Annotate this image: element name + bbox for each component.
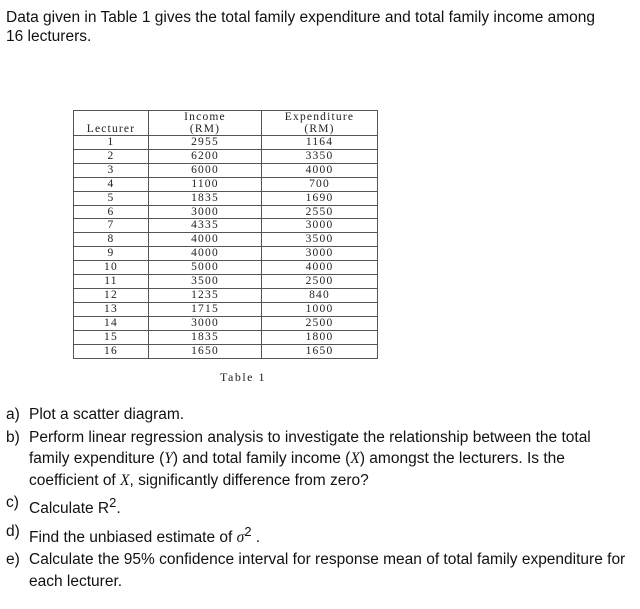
header-expenditure-label: Expenditure	[284, 111, 355, 123]
question-d-text	[29, 521, 626, 549]
intro-paragraph: Data given in Table 1 gives the total family expenditure and total family income among 16 lecturers.	[6, 9, 596, 45]
cell-lecturer: 2	[74, 149, 149, 163]
sigma-symbol: σ	[236, 528, 245, 546]
cell-income: 1235	[149, 288, 262, 302]
cell-lecturer: 13	[74, 302, 149, 316]
cell-expenditure: 700	[262, 177, 378, 191]
question-b-text	[29, 427, 626, 492]
question-e-label: e)	[6, 551, 20, 569]
variable-x: X	[350, 450, 360, 467]
cell-expenditure: 4000	[262, 163, 378, 177]
table-row	[74, 233, 378, 247]
table-row	[74, 191, 378, 205]
question-c-main: Calculate R	[29, 500, 110, 518]
cell-income: 1100	[149, 177, 262, 191]
table-row	[74, 136, 378, 150]
cell-lecturer: 9	[74, 247, 149, 261]
header-lecturer	[74, 111, 149, 136]
question-c-text	[29, 492, 626, 520]
cell-income: 6000	[149, 163, 262, 177]
cell-expenditure: 2500	[262, 275, 378, 289]
cell-expenditure: 1690	[262, 191, 378, 205]
cell-expenditure: 2500	[262, 316, 378, 330]
cell-lecturer: 7	[74, 219, 149, 233]
table-header-row	[74, 111, 378, 136]
cell-income: 6200	[149, 149, 262, 163]
cell-lecturer: 8	[74, 233, 149, 247]
cell-lecturer: 3	[74, 163, 149, 177]
question-b-label: b)	[6, 428, 20, 446]
question-d	[6, 521, 626, 549]
cell-expenditure: 3500	[262, 233, 378, 247]
question-d-superscript: 2	[244, 523, 252, 539]
cell-expenditure: 1800	[262, 330, 378, 344]
question-b	[6, 427, 626, 492]
cell-income: 1835	[149, 330, 262, 344]
cell-income: 2955	[149, 136, 262, 150]
question-a-label: a)	[6, 406, 20, 423]
table-row	[74, 288, 378, 302]
cell-income: 1650	[149, 344, 262, 358]
cell-income: 1715	[149, 302, 262, 316]
table-row	[74, 163, 378, 177]
cell-expenditure: 840	[262, 288, 378, 302]
question-c-superscript: 2	[109, 495, 117, 510]
data-table	[73, 110, 378, 359]
table-row	[74, 149, 378, 163]
header-income	[149, 111, 262, 136]
variable-y: Y	[164, 450, 173, 467]
header-expenditure-unit: (RM)	[304, 123, 335, 135]
cell-income: 1835	[149, 191, 262, 205]
cell-lecturer: 5	[74, 191, 149, 205]
table-row	[74, 302, 378, 316]
cell-income: 4000	[149, 247, 262, 261]
cell-lecturer: 1	[74, 136, 149, 150]
question-c-label: c)	[6, 494, 19, 511]
table-body	[74, 136, 378, 359]
cell-income: 3000	[149, 205, 262, 219]
cell-income: 3500	[149, 275, 262, 289]
cell-expenditure: 3000	[262, 247, 378, 261]
cell-lecturer: 10	[74, 261, 149, 275]
question-b-part3: ) amongst the lecturers. Is the coefficient of	[29, 450, 565, 489]
table-row	[74, 275, 378, 289]
cell-expenditure: 3000	[262, 219, 378, 233]
cell-lecturer: 6	[74, 205, 149, 219]
cell-lecturer: 15	[74, 330, 149, 344]
question-b-part1: Perform linear regression analysis to investigate the relationship between the total family expenditure (	[29, 428, 591, 467]
table-row	[74, 330, 378, 344]
table-caption: Table 1	[220, 370, 266, 384]
question-a	[6, 404, 626, 426]
cell-lecturer: 11	[74, 275, 149, 289]
question-b-part4: , significantly difference from zero?	[129, 471, 369, 489]
question-b-part2: ) and total family income (	[172, 450, 351, 467]
table-row	[74, 344, 378, 358]
cell-income: 5000	[149, 261, 262, 275]
question-c-end: .	[116, 500, 121, 518]
cell-expenditure: 3350	[262, 149, 378, 163]
cell-income: 4000	[149, 233, 262, 247]
variable-x-coefficient: X	[120, 471, 130, 489]
cell-lecturer: 4	[74, 177, 149, 191]
question-e-text: Calculate the 95% confidence interval for response mean of total family expenditure for each lecturer.	[29, 551, 626, 590]
header-income-label: Income	[184, 111, 226, 123]
table-row	[74, 247, 378, 261]
question-list	[6, 404, 626, 593]
table-row	[74, 177, 378, 191]
table-row	[74, 316, 378, 330]
cell-lecturer: 12	[74, 288, 149, 302]
question-c	[6, 492, 626, 520]
cell-lecturer: 16	[74, 344, 149, 358]
question-d-main: Find the unbiased estimate of	[29, 528, 237, 546]
cell-expenditure: 1650	[262, 344, 378, 358]
question-d-label: d)	[6, 522, 20, 540]
header-lecturer-label: Lecturer	[86, 123, 136, 135]
question-d-end: .	[251, 528, 261, 546]
question-a-text: Plot a scatter diagram.	[29, 406, 185, 423]
cell-expenditure: 1164	[262, 136, 378, 150]
cell-expenditure: 4000	[262, 261, 378, 275]
data-table-container	[73, 110, 378, 359]
cell-expenditure: 2550	[262, 205, 378, 219]
header-expenditure	[262, 111, 378, 136]
table-row	[74, 261, 378, 275]
cell-income: 4335	[149, 219, 262, 233]
cell-income: 3000	[149, 316, 262, 330]
cell-expenditure: 1000	[262, 302, 378, 316]
cell-lecturer: 14	[74, 316, 149, 330]
question-e	[6, 549, 626, 592]
header-income-unit: (RM)	[189, 123, 221, 135]
table-row	[74, 219, 378, 233]
table-row	[74, 205, 378, 219]
